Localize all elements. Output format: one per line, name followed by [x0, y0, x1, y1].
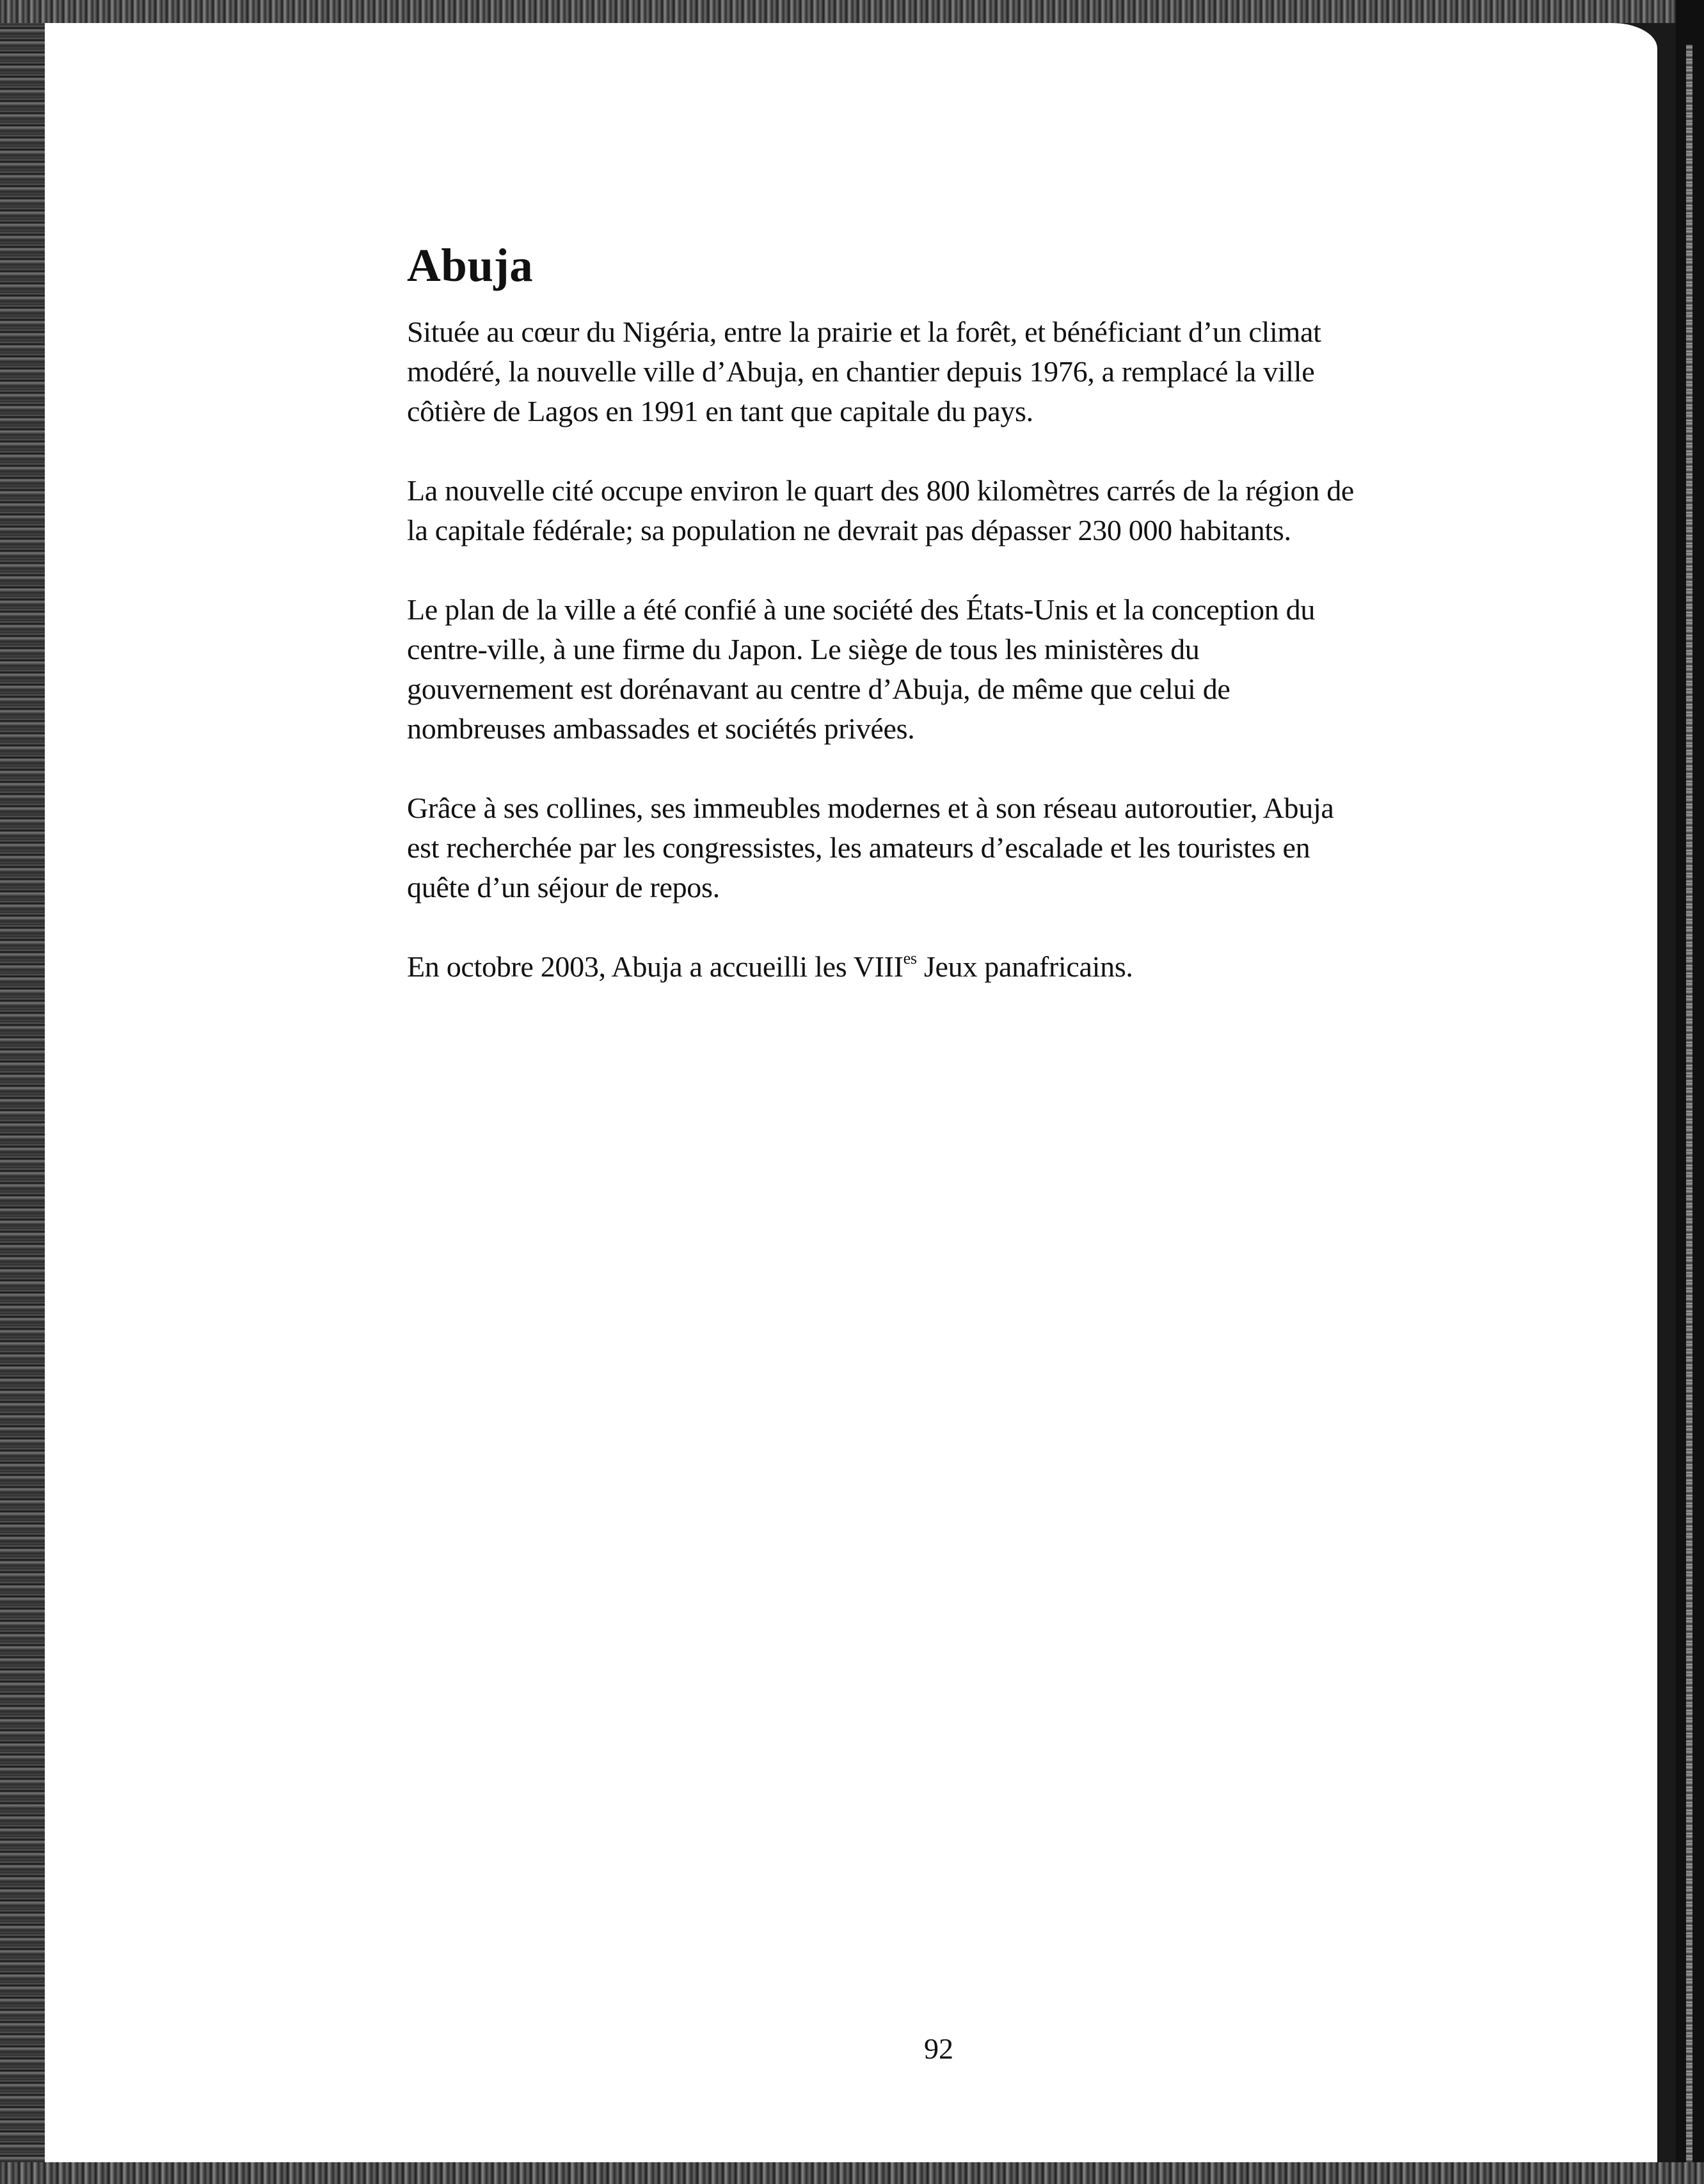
scan-top-edge: [0, 0, 1704, 23]
text-line: gouvernement est dorénavant au centre d’Abuja, de même que celui de: [407, 673, 1230, 705]
text-line: Située au cœur du Nigéria, entre la prairie et la forêt, et bénéficiant d’un climat: [407, 315, 1321, 348]
text-line: côtière de Lagos en 1991 en tant que capitale du pays.: [407, 395, 1033, 427]
page-title: Abuja: [407, 239, 534, 291]
scan-left-edge: [0, 0, 45, 2184]
paragraph-city-plan: [407, 590, 1533, 749]
paragraph-games: [407, 947, 1533, 987]
text-segment: Jeux panafricains.: [916, 950, 1133, 983]
paragraph-location: [407, 312, 1533, 431]
text-segment: En octobre 2003, Abuja a accueilli les VIII: [407, 950, 904, 983]
text-line: modéré, la nouvelle ville d’Abuja, en chantier depuis 1976, a remplacé la ville: [407, 355, 1315, 388]
text-line: La nouvelle cité occupe environ le quart des 800 kilomètres carrés de la région de: [407, 474, 1355, 507]
text-line: quête d’un séjour de repos.: [407, 871, 720, 904]
text-line: la capitale fédérale; sa population ne devrait pas dépasser 230 000 habitants.: [407, 514, 1291, 546]
text-line: Grâce à ses collines, ses immeubles modernes et à son réseau autoroutier, Abuja: [407, 792, 1334, 824]
text-line: nombreuses ambassades et sociétés privées.: [407, 712, 915, 745]
text-line: centre-ville, à une firme du Japon. Le siège de tous les ministères du: [407, 633, 1200, 666]
document-page: [45, 23, 1657, 2162]
text-line: est recherchée par les congressistes, les amateurs d’escalade et les touristes en: [407, 831, 1310, 864]
text-line: Le plan de la ville a été confié à une société des États-Unis et la conception du: [407, 593, 1316, 626]
paragraph-tourism: [407, 788, 1533, 907]
book-binding-edge: [1686, 45, 1692, 2176]
ordinal-superscript: es: [903, 949, 917, 968]
scan-right-edge: [1676, 0, 1704, 2184]
page-content: [407, 237, 1533, 987]
page-number: 92: [924, 2032, 953, 2065]
paragraph-population: [407, 471, 1533, 550]
scan-bottom-edge: [0, 2162, 1704, 2184]
